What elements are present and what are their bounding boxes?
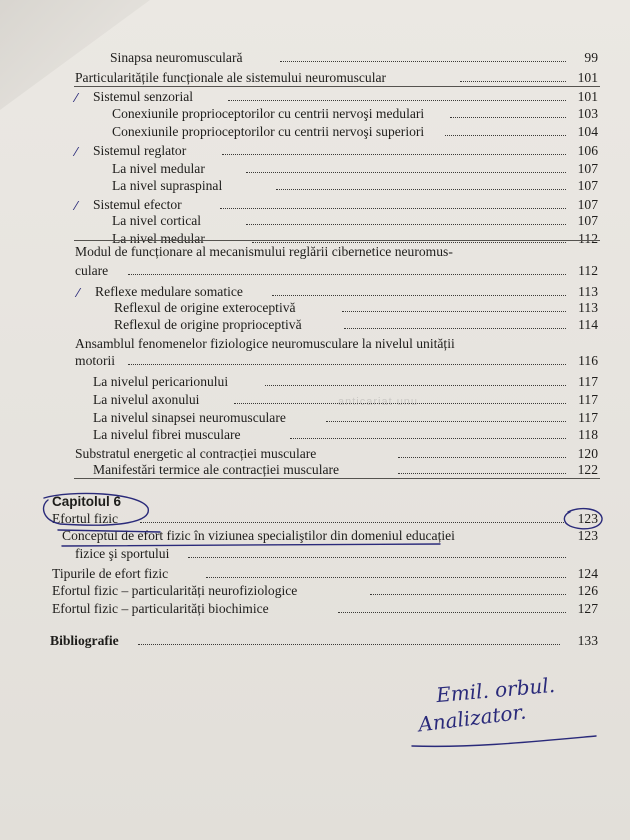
toc-entry-title: La nivel medular xyxy=(112,161,205,176)
dot-leader xyxy=(138,644,560,645)
toc-entry-page: 107 xyxy=(577,213,598,228)
toc-entry-page: 127 xyxy=(577,601,598,616)
toc-row xyxy=(0,528,630,544)
ink-tick-mark: ⁄ xyxy=(77,286,80,300)
toc-entry-title: Reflexul de origine exteroceptivă xyxy=(114,300,296,315)
dot-leader xyxy=(290,438,566,439)
toc-row xyxy=(0,284,630,300)
toc-entry-title: Modul de funcționare al mecanismului reglării cibernetice neuromus- xyxy=(75,244,453,259)
toc-entry-title: motorii xyxy=(75,353,116,368)
dot-leader xyxy=(398,473,566,474)
ink-tick-mark: ⁄ xyxy=(75,91,78,105)
toc-entry-title: La nivel supraspinal xyxy=(112,178,223,193)
toc-row xyxy=(0,161,630,177)
dot-leader xyxy=(344,328,566,329)
dot-leader xyxy=(252,242,566,243)
toc-row xyxy=(0,213,630,229)
toc-row xyxy=(0,124,630,140)
toc-row xyxy=(0,353,630,369)
dot-leader xyxy=(222,154,566,155)
dot-leader xyxy=(460,81,566,82)
dot-leader xyxy=(188,557,566,558)
toc-entry-page: 104 xyxy=(577,124,598,139)
toc-entry-page: 123 xyxy=(577,528,598,543)
toc-row xyxy=(0,89,630,105)
toc-entry-page: 112 xyxy=(578,263,598,278)
toc-entry-page: 116 xyxy=(578,353,598,368)
toc-row xyxy=(0,178,630,194)
toc-row xyxy=(0,601,630,617)
toc-entry-title: La nivel cortical xyxy=(112,213,202,228)
dot-leader xyxy=(342,311,566,312)
toc-entry-title: Ansamblul fenomenelor fiziologice neuromusculare la nivelul unității xyxy=(75,336,455,351)
toc-entry-title: La nivelul fibrei musculare xyxy=(93,427,241,442)
toc-entry-page: 107 xyxy=(577,197,598,212)
toc-row xyxy=(0,462,630,478)
dot-leader xyxy=(326,421,566,422)
toc-row xyxy=(0,317,630,333)
toc-entry-title: Sistemul efector xyxy=(93,197,182,212)
dot-leader xyxy=(272,295,566,296)
toc-row xyxy=(0,546,630,562)
toc-entry-page: 99 xyxy=(584,50,598,65)
toc-row xyxy=(0,143,630,159)
bibliography-page: 133 xyxy=(577,633,598,648)
dot-leader xyxy=(276,189,566,190)
toc-entry-page: 120 xyxy=(577,446,598,461)
toc-row xyxy=(0,427,630,443)
toc-entry-title: Conexiunile proprioceptorilor cu centrii nervoşi medulari xyxy=(112,106,425,121)
toc-entry-page: 117 xyxy=(578,392,598,407)
bibliography-title: Bibliografie xyxy=(50,633,119,648)
toc-entry-title: culare xyxy=(75,263,109,278)
watermark: anticariat unu xyxy=(338,396,419,408)
toc-entry-page: 101 xyxy=(577,70,598,85)
toc-row xyxy=(0,244,630,260)
section-rule xyxy=(74,240,600,241)
toc-entry-page: 112 xyxy=(578,231,598,246)
toc-entry-title: Reflexul de origine proprioceptivă xyxy=(114,317,302,332)
toc-entry-page: 117 xyxy=(578,410,598,425)
dot-leader xyxy=(246,224,566,225)
toc-entry-title: Particularitățile funcționale ale sistemului neuromuscular xyxy=(75,70,387,85)
toc-entry-title: Sistemul reglator xyxy=(93,143,187,158)
handwriting-line-2: Analizator. xyxy=(416,699,528,737)
dot-leader xyxy=(234,403,566,404)
toc-row xyxy=(0,511,630,527)
toc-row xyxy=(0,392,630,408)
dot-leader xyxy=(265,385,566,386)
dot-leader xyxy=(450,117,566,118)
toc-entry-title: Efortul fizic xyxy=(52,511,119,526)
toc-entry-title: La nivelul sinapsei neuromusculare xyxy=(93,410,286,425)
toc-row xyxy=(0,50,630,66)
toc-entry-title: Tipurile de efort fizic xyxy=(52,566,169,581)
dot-leader xyxy=(228,100,566,101)
toc-row xyxy=(0,263,630,279)
toc-row xyxy=(0,106,630,122)
toc-row xyxy=(0,566,630,582)
toc-entry-title: Efortul fizic – particularități neurofiziologice xyxy=(52,583,298,598)
toc-entry-title: Efortul fizic – particularități biochimice xyxy=(52,601,269,616)
toc-entry-page: 122 xyxy=(577,462,598,477)
dot-leader xyxy=(370,594,566,595)
toc-row xyxy=(0,410,630,426)
toc-entry-page: 114 xyxy=(578,317,598,332)
toc-row xyxy=(0,197,630,213)
ink-tick-mark: ⁄ xyxy=(75,199,78,213)
dot-leader xyxy=(128,274,566,275)
toc-row xyxy=(0,336,630,352)
toc-entry-page: 124 xyxy=(577,566,598,581)
handwriting-line-1: Emil. orbul. xyxy=(435,672,556,708)
toc-row xyxy=(0,300,630,316)
toc-entry-title: Conexiunile proprioceptorilor cu centrii nervoşi superiori xyxy=(112,124,425,139)
toc-entry-page: 118 xyxy=(578,427,598,442)
toc-entry-page: 123 xyxy=(577,511,598,526)
dot-leader xyxy=(280,61,566,62)
toc-entry-title: Conceptul de efort fizic în viziunea specialiştilor din domeniul educației xyxy=(62,528,455,543)
toc-entry-page: 117 xyxy=(578,374,598,389)
dot-leader xyxy=(128,364,566,365)
toc-row xyxy=(0,70,630,86)
section-rule xyxy=(74,86,600,87)
toc-row xyxy=(0,446,630,462)
dot-leader xyxy=(140,522,566,523)
toc-entry-page: 107 xyxy=(577,161,598,176)
toc-entry-title: Manifestări termice ale contracției musculare xyxy=(93,462,340,477)
toc-entry-page: 126 xyxy=(577,583,598,598)
toc-entry-title: La nivelul axonului xyxy=(93,392,200,407)
ink-tick-mark: ⁄ xyxy=(75,145,78,159)
toc-entry-page: 101 xyxy=(577,89,598,104)
toc-entry-page: 107 xyxy=(577,178,598,193)
section-rule xyxy=(74,478,600,479)
toc-entry-page: 113 xyxy=(578,300,598,315)
toc-entry-title: La nivel medular xyxy=(112,231,205,246)
dot-leader xyxy=(445,135,566,136)
toc-entry-title: fizice şi sportului xyxy=(75,546,170,561)
toc-entry-page: 103 xyxy=(577,106,598,121)
toc-entry-page: 106 xyxy=(577,143,598,158)
dot-leader xyxy=(398,457,566,458)
toc-entry-title: Sinapsa neuromusculară xyxy=(110,50,243,65)
toc-entry-title: Reflexe medulare somatice xyxy=(95,284,243,299)
toc-entry-title: La nivelul pericarionului xyxy=(93,374,229,389)
chapter-6-label: Capitolul 6 xyxy=(52,494,122,509)
dot-leader xyxy=(246,172,566,173)
toc-entry-title: Substratul energetic al contracției musculare xyxy=(75,446,317,461)
toc-row xyxy=(0,583,630,599)
dot-leader xyxy=(220,208,566,209)
toc-entry-title: Sistemul senzorial xyxy=(93,89,194,104)
bibliography-row xyxy=(0,633,630,649)
dot-leader xyxy=(338,612,566,613)
ink-signature-underline xyxy=(412,736,596,746)
dot-leader xyxy=(206,577,566,578)
toc-row xyxy=(0,374,630,390)
toc-entry-page: 113 xyxy=(578,284,598,299)
